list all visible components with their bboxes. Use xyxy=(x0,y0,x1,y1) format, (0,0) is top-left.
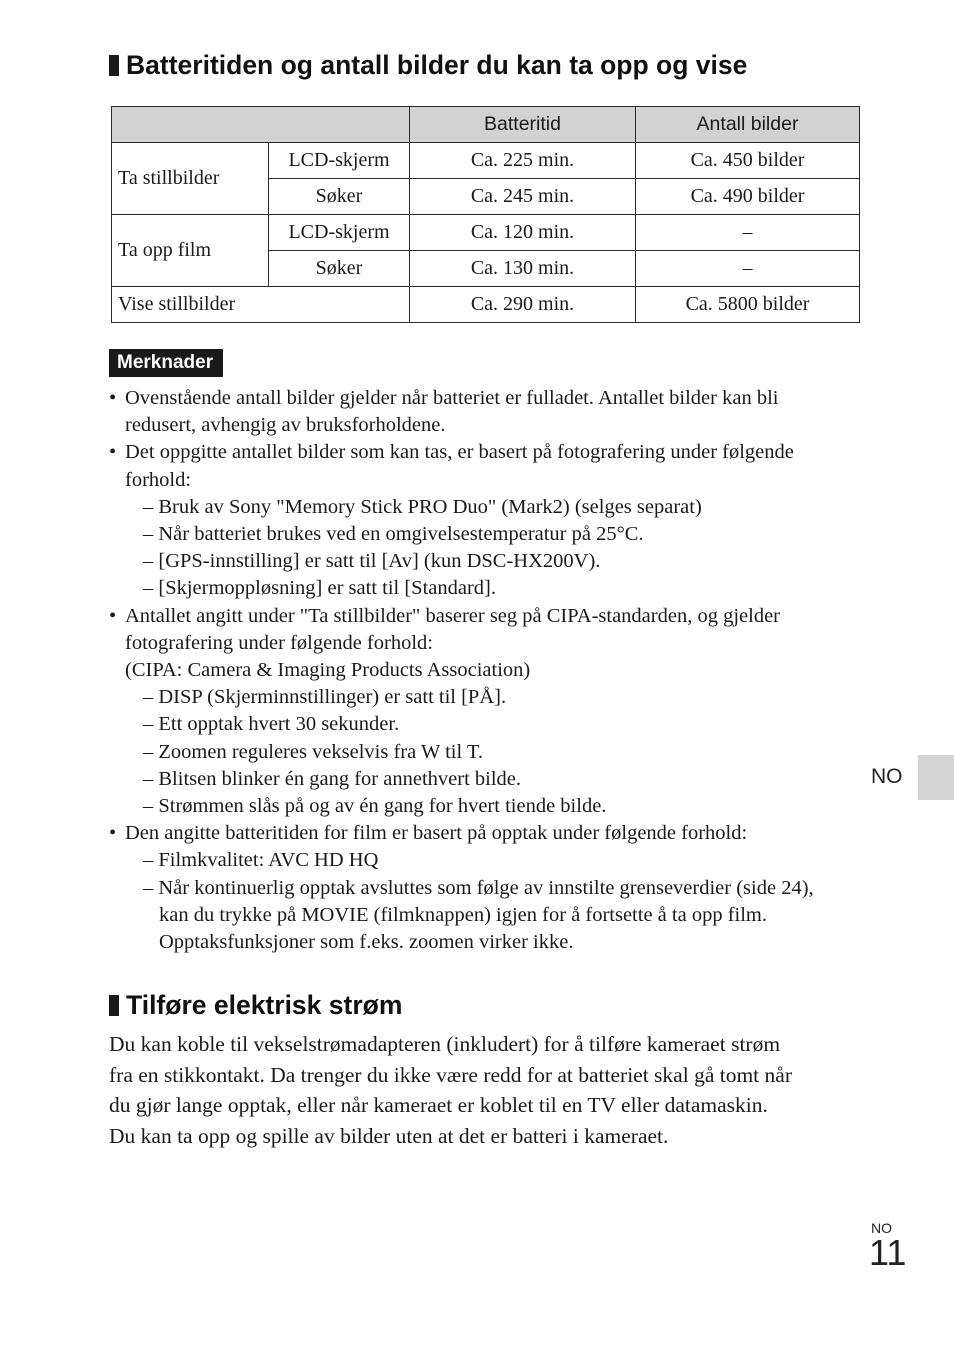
note-condition xyxy=(125,494,867,521)
note-condition xyxy=(125,739,867,766)
note-condition xyxy=(125,875,867,957)
table-cell-mode: LCD-skjerm xyxy=(269,143,410,179)
condition-line: – Blitsen blinker én gang for annethvert bilde. xyxy=(143,767,522,790)
notes-badge: Merknader xyxy=(109,349,223,377)
condition-line: – [GPS-innstilling] er satt til [Av] (kun DSC-HX200V). xyxy=(143,550,601,573)
table-cell-mode: LCD-skjerm xyxy=(269,215,410,251)
table-cell-battery: Ca. 245 min. xyxy=(410,179,636,215)
table-cell-battery: Ca. 225 min. xyxy=(410,143,636,179)
note-line: • Ovenstående antall bilder gjelder når batteriet er fulladet. Antallet bilder kan bli xyxy=(125,387,779,409)
condition-line: – DISP (Skjerminnstillinger) er satt til [PÅ]. xyxy=(143,686,507,709)
paragraph-line: Du kan ta opp og spille av bilder uten at det er batteri i kameraet. xyxy=(109,1123,669,1148)
note-condition xyxy=(125,575,867,602)
condition-line: – Bruk av Sony "Memory Stick PRO Duo" (Mark2) (selges separat) xyxy=(143,495,702,518)
section-title-battery xyxy=(109,50,747,80)
table-cell-battery: Ca. 130 min. xyxy=(410,251,636,287)
note-item xyxy=(107,385,867,439)
condition-line: – Når batteriet brukes ved en omgivelsestemperatur på 25°C. xyxy=(143,523,644,546)
page-language: NO xyxy=(871,1220,892,1236)
note-condition xyxy=(125,548,867,575)
section-title-text: Tilføre elektrisk strøm xyxy=(126,990,403,1020)
note-item xyxy=(107,439,867,602)
paragraph-line: Du kan koble til vekselstrømadapteren (inkludert) for å tilføre kameraet strøm xyxy=(109,1032,781,1056)
condition-line: – Ett opptak hvert 30 sekunder. xyxy=(143,713,400,736)
section-title-power xyxy=(109,990,402,1020)
table-header-row xyxy=(112,107,860,143)
condition-line: Opptaksfunksjoner som f.eks. zoomen virker ikke. xyxy=(159,931,574,954)
note-item xyxy=(107,820,867,956)
power-paragraph xyxy=(109,1029,869,1151)
table-group-label: Ta stillbilder xyxy=(112,143,269,215)
table-row xyxy=(112,215,860,251)
note-condition xyxy=(125,847,867,874)
condition-line: – Når kontinuerlig opptak avsluttes som følge av innstilte grenseverdier (side 24), xyxy=(143,876,814,899)
note-condition xyxy=(125,521,867,548)
table-row xyxy=(112,287,860,323)
condition-line: kan du trykke på MOVIE (filmknappen) igjen for å fortsette å ta opp film. xyxy=(159,903,767,926)
table-cell-battery: Ca. 290 min. xyxy=(410,287,636,323)
table-cell-battery: Ca. 120 min. xyxy=(410,215,636,251)
side-tab xyxy=(918,755,954,800)
table-cell-count: Ca. 490 bilder xyxy=(636,179,860,215)
section-marker-icon xyxy=(109,55,119,76)
note-line: • Den angitte batteritiden for film er basert på opptak under følgende forhold: xyxy=(125,822,748,845)
table-header-battery: Batteritid xyxy=(410,107,636,143)
note-condition xyxy=(125,766,867,793)
battery-table xyxy=(111,106,860,323)
table-row xyxy=(112,143,860,179)
table-cell-mode: Søker xyxy=(269,179,410,215)
table-header-blank xyxy=(112,107,410,143)
condition-line: – [Skjermoppløsning] er satt til [Standard]. xyxy=(143,577,496,600)
condition-line: – Strømmen slås på og av én gang for hvert tiende bilde. xyxy=(143,795,607,818)
paragraph-line: fra en stikkontakt. Da trenger du ikke være redd for at batteriet skal gå tomt når xyxy=(109,1062,792,1087)
note-line: • Antallet angitt under "Ta stillbilder" baserer seg på CIPA-standarden, og gjelder xyxy=(125,604,780,627)
note-line: (CIPA: Camera & Imaging Products Association) xyxy=(125,659,531,682)
table-cell-count: – xyxy=(636,251,860,287)
table-cell-count: Ca. 5800 bilder xyxy=(636,287,860,323)
section-marker-icon xyxy=(109,995,119,1016)
notes-list xyxy=(107,385,867,956)
table-cell-mode: Søker xyxy=(269,251,410,287)
condition-line: – Zoomen reguleres vekselvis fra W til T. xyxy=(143,740,484,763)
note-condition xyxy=(125,711,867,738)
condition-line: – Filmkvalitet: AVC HD HQ xyxy=(143,849,379,872)
note-line: forhold: xyxy=(125,468,192,491)
side-tab-label: NO xyxy=(871,765,903,788)
table-group-label: Vise stillbilder xyxy=(112,287,410,323)
table-group-label: Ta opp film xyxy=(112,215,269,287)
note-item xyxy=(107,603,867,821)
note-line: fotografering under følgende forhold: xyxy=(125,631,433,654)
note-line: redusert, avhengig av bruksforholdene. xyxy=(125,414,446,437)
note-condition xyxy=(125,684,867,711)
note-condition xyxy=(125,793,867,820)
table-header-count: Antall bilder xyxy=(636,107,860,143)
page-number: 11 xyxy=(869,1232,907,1273)
note-line: • Det oppgitte antallet bilder som kan tas, er basert på fotografering under følgende xyxy=(125,441,794,464)
paragraph-line: du gjør lange opptak, eller når kameraet er koblet til en TV eller datamaskin. xyxy=(109,1093,768,1117)
table-cell-count: Ca. 450 bilder xyxy=(636,143,860,179)
section-title-text: Batteritiden og antall bilder du kan ta opp og vise xyxy=(126,50,748,80)
table-cell-count: – xyxy=(636,215,860,251)
